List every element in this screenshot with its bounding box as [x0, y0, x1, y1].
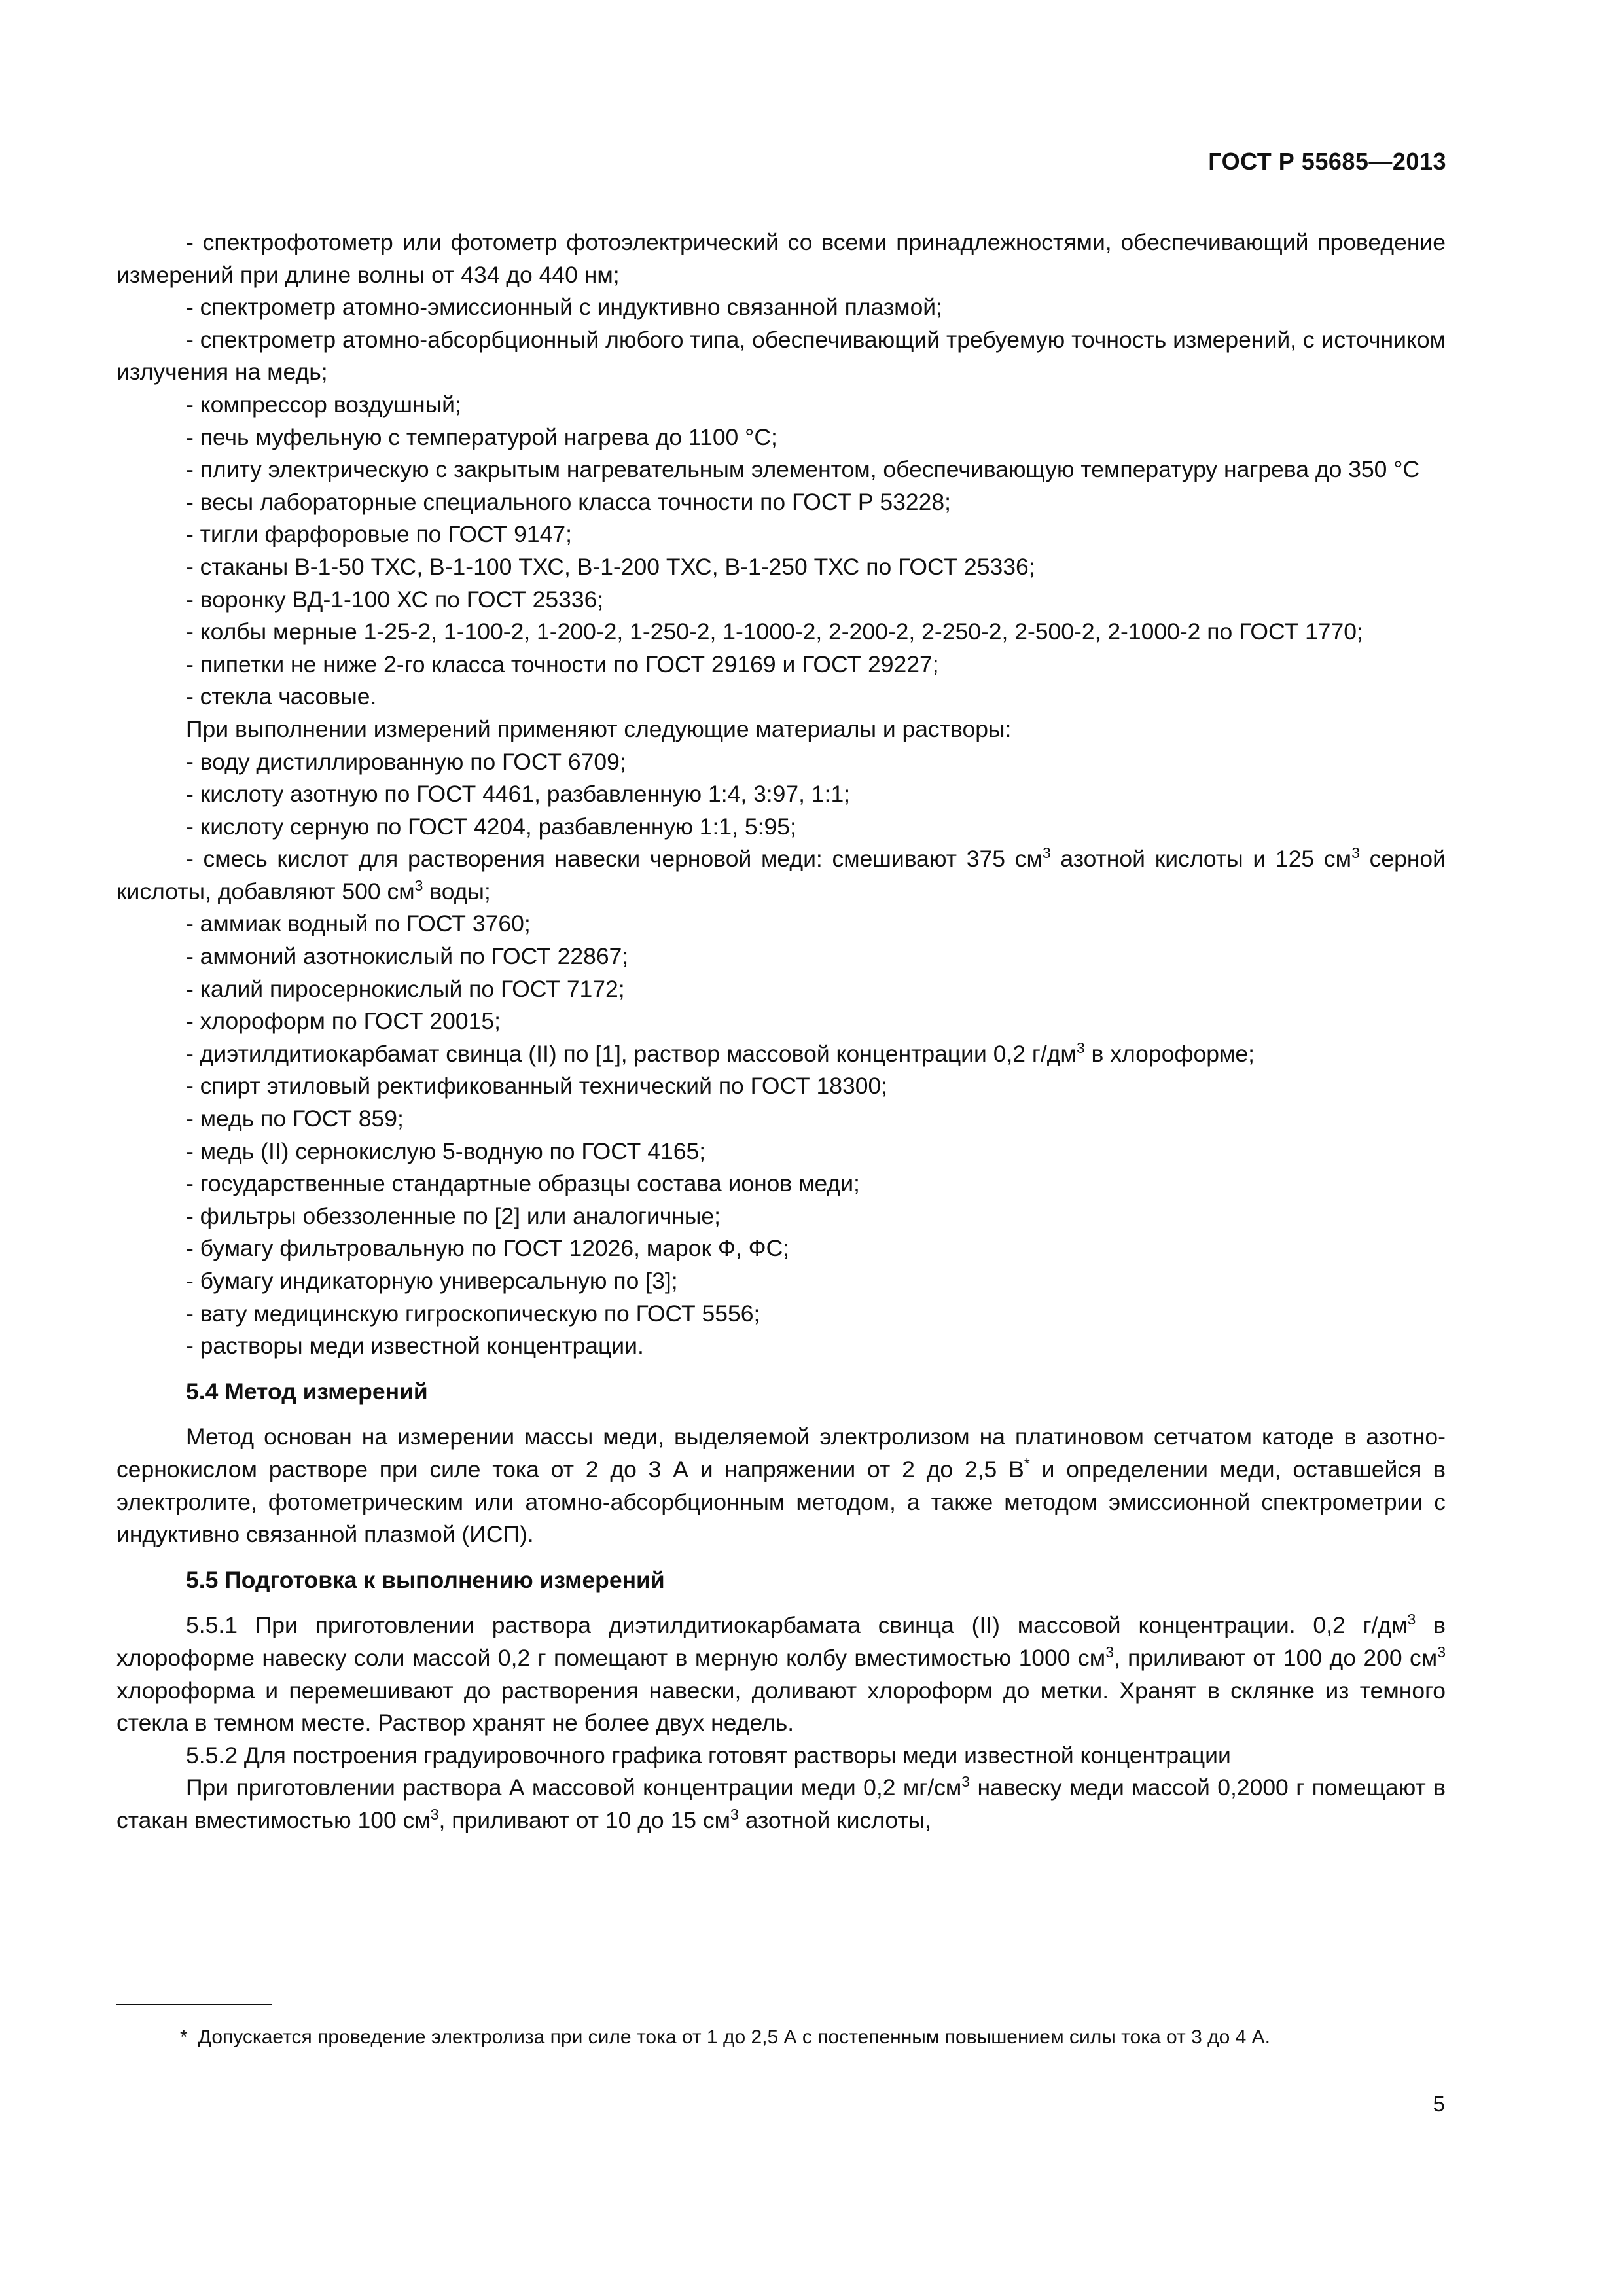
paragraph	[116, 778, 1446, 811]
text-run: - печь муфельную с температурой нагрева до 1100 °С;	[186, 423, 777, 450]
superscript: 3	[1351, 844, 1360, 862]
paragraph	[116, 1265, 1446, 1298]
text-run: 5.5.2 Для построения градуировочного графика готовят растворы меди известной концентрации	[186, 1742, 1231, 1768]
text-run: - стаканы В-1-50 ТХС, В-1-100 ТХС, В-1-200 ТХС, В-1-250 ТХС по ГОСТ 25336;	[186, 553, 1035, 580]
text-run: , приливают от 10 до 15 см	[438, 1806, 731, 1833]
text-run: - воду дистиллированную по ГОСТ 6709;	[186, 748, 626, 775]
text-run: 5.4 Метод измерений	[186, 1378, 428, 1405]
superscript: 3	[1042, 844, 1051, 862]
superscript: 3	[1407, 1611, 1416, 1628]
paragraph	[116, 843, 1446, 908]
text-run: 5.5.1 При приготовлении раствора диэтилдитиокарбамата свинца (II) массовой концентрации. 0,2 г/дм	[186, 1612, 1408, 1639]
text-run: - воронку ВД-1-100 ХС по ГОСТ 25336;	[186, 586, 604, 613]
text-run: - смесь кислот для растворения навески черновой меди: смешивают 375 см	[186, 846, 1043, 872]
paragraph	[116, 681, 1446, 713]
paragraph	[116, 422, 1446, 454]
text-run: - медь по ГОСТ 859;	[186, 1105, 404, 1132]
text-run: - медь (II) сернокислую 5-водную по ГОСТ 4165;	[186, 1138, 706, 1164]
footnote-text: Допускается проведение электролиза при силе тока от 1 до 2,5 А с постепенным повышением силы тока от 3 до 4 А.	[198, 2026, 1271, 2048]
superscript: 3	[414, 876, 423, 894]
text-run: навеску меди массой 0,2000 г помещают в стакан вместимостью 100 см	[116, 1774, 1446, 1833]
paragraph	[116, 811, 1446, 844]
footnote	[116, 2024, 1446, 2051]
text-run: - вату медицинскую гигроскопическую по ГОСТ 5556;	[186, 1300, 760, 1327]
text-run: хлороформа и перемешивают до растворения навески, доливают хлороформ до метки. Хранят в склянке из темного стекла в темном месте. Раствор хранят не более двух недель.	[116, 1677, 1446, 1736]
text-run: - аммиак водный по ГОСТ 3760;	[186, 910, 531, 937]
text-run: - весы лабораторные специального класса точности по ГОСТ Р 53228;	[186, 488, 951, 515]
text-run: - спектрометр атомно-эмиссионный с индуктивно связанной плазмой;	[186, 294, 943, 321]
text-run: - тигли фарфоровые по ГОСТ 9147;	[186, 521, 572, 548]
text-run: - кислоту серную по ГОСТ 4204, разбавленную 1:1, 5:95;	[186, 813, 796, 840]
text-run: - аммоний азотнокислый по ГОСТ 22867;	[186, 943, 629, 970]
document-code-header: ГОСТ Р 55685—2013	[1208, 148, 1446, 175]
text-run: Метод основан на измерении массы меди, выделяемой электролизом на платиновом сетчатом катоде в азотно-сернокислом растворе при силе тока от 2 до 3 А и напряжении от 2 до 2,5 В	[116, 1424, 1446, 1482]
paragraph	[116, 1136, 1446, 1168]
text-run: При приготовлении раствора А массовой концентрации меди 0,2 мг/см	[186, 1774, 962, 1801]
text-run: - диэтилдитиокарбамат свинца (II) по [1], раствор массовой концентрации 0,2 г/дм	[186, 1040, 1077, 1067]
text-run: - стекла часовые.	[186, 683, 377, 710]
text-run: серной кислоты, добавляют 500 см	[116, 846, 1446, 905]
text-run: 5.5 Подготовка к выполнению измерений	[186, 1566, 665, 1593]
paragraph	[116, 1232, 1446, 1265]
superscript: 3	[1105, 1643, 1114, 1660]
text-run: - колбы мерные 1-25-2, 1-100-2, 1-200-2, 1-250-2, 1-1000-2, 2-200-2, 2-250-2, 2-500-2, 2-1000-2 по ГОСТ 1770;	[186, 619, 1363, 645]
page-body	[116, 226, 1446, 1837]
text-run: - пипетки не ниже 2-го класса точности по ГОСТ 29169 и ГОСТ 29227;	[186, 651, 939, 677]
paragraph	[116, 1330, 1446, 1363]
footnote-mark: *	[180, 2026, 188, 2048]
paragraph	[116, 1421, 1446, 1551]
page-number: 5	[1433, 2092, 1445, 2116]
text-run: - бумагу индикаторную универсальную по [3];	[186, 1268, 678, 1294]
text-run: азотной кислоты и 125 см	[1050, 846, 1352, 872]
paragraph	[116, 1200, 1446, 1233]
superscript: 3	[1076, 1039, 1085, 1056]
text-run: - калий пиросернокислый по ГОСТ 7172;	[186, 975, 625, 1002]
text-run: и определении меди, оставшейся в электролите, фотометрическим или атомно-абсорбционным методом, а также методом эмиссионной спектрометрии с индуктивно связанной плазмой (ИСП).	[116, 1456, 1446, 1548]
superscript: *	[1024, 1454, 1030, 1472]
paragraph	[116, 518, 1446, 551]
paragraph	[116, 226, 1446, 291]
paragraph	[116, 291, 1446, 324]
footnote-separator	[116, 2004, 272, 2005]
text-run: воды;	[423, 878, 491, 905]
paragraph	[116, 713, 1446, 746]
paragraph	[116, 941, 1446, 973]
text-run: - спектрофотометр или фотометр фотоэлектрический со всеми принадлежностями, обеспечивающий проведение измерений при длине волны от 434 до 440 нм;	[116, 229, 1446, 288]
paragraph	[116, 1103, 1446, 1136]
paragraph	[116, 1070, 1446, 1103]
text-run: При выполнении измерений применяют следующие материалы и растворы:	[186, 715, 1012, 742]
superscript: 3	[730, 1805, 739, 1823]
text-run: - спектрометр атомно-абсорбционный любого типа, обеспечивающий требуемую точность измерений, с источником излучения на медь;	[116, 326, 1446, 386]
superscript: 3	[1437, 1643, 1446, 1660]
section-heading	[116, 1376, 1446, 1408]
text-run: - фильтры обеззоленные по [2] или аналогичные;	[186, 1202, 721, 1229]
paragraph	[116, 973, 1446, 1006]
paragraph	[116, 551, 1446, 584]
paragraph	[116, 324, 1446, 389]
paragraph	[116, 454, 1446, 486]
paragraph	[116, 746, 1446, 779]
paragraph	[116, 584, 1446, 617]
superscript: 3	[430, 1805, 439, 1823]
text-run: - растворы меди известной концентрации.	[186, 1333, 644, 1359]
paragraph	[116, 1609, 1446, 1739]
text-run: - государственные стандартные образцы состава ионов меди;	[186, 1170, 860, 1197]
paragraph	[116, 486, 1446, 519]
section-heading	[116, 1564, 1446, 1597]
paragraph	[116, 908, 1446, 941]
text-run: - кислоту азотную по ГОСТ 4461, разбавленную 1:4, 3:97, 1:1;	[186, 781, 851, 808]
paragraph	[116, 1772, 1446, 1837]
text-run: азотной кислоты,	[738, 1806, 932, 1833]
paragraph	[116, 1038, 1446, 1071]
text-run: - хлороформ по ГОСТ 20015;	[186, 1008, 501, 1035]
text-run: в хлороформе навеску соли массой 0,2 г помещают в мерную колбу вместимостью 1000 см	[116, 1612, 1446, 1671]
superscript: 3	[961, 1773, 971, 1791]
text-run: в хлороформе;	[1084, 1040, 1255, 1067]
paragraph	[116, 1005, 1446, 1038]
paragraph	[116, 1298, 1446, 1331]
text-run: - плиту электрическую с закрытым нагревательным элементом, обеспечивающую температуру нагрева до 350 °С	[186, 456, 1420, 483]
paragraph	[116, 1740, 1446, 1772]
paragraph	[116, 649, 1446, 681]
paragraph	[116, 1168, 1446, 1200]
paragraph	[116, 389, 1446, 422]
text-run: , приливают от 100 до 200 см	[1113, 1644, 1438, 1671]
text-run: - компрессор воздушный;	[186, 391, 461, 418]
text-run: - бумагу фильтровальную по ГОСТ 12026, марок Ф, ФС;	[186, 1235, 790, 1262]
text-run: - спирт этиловый ректификованный технический по ГОСТ 18300;	[186, 1073, 888, 1100]
paragraph	[116, 616, 1446, 649]
